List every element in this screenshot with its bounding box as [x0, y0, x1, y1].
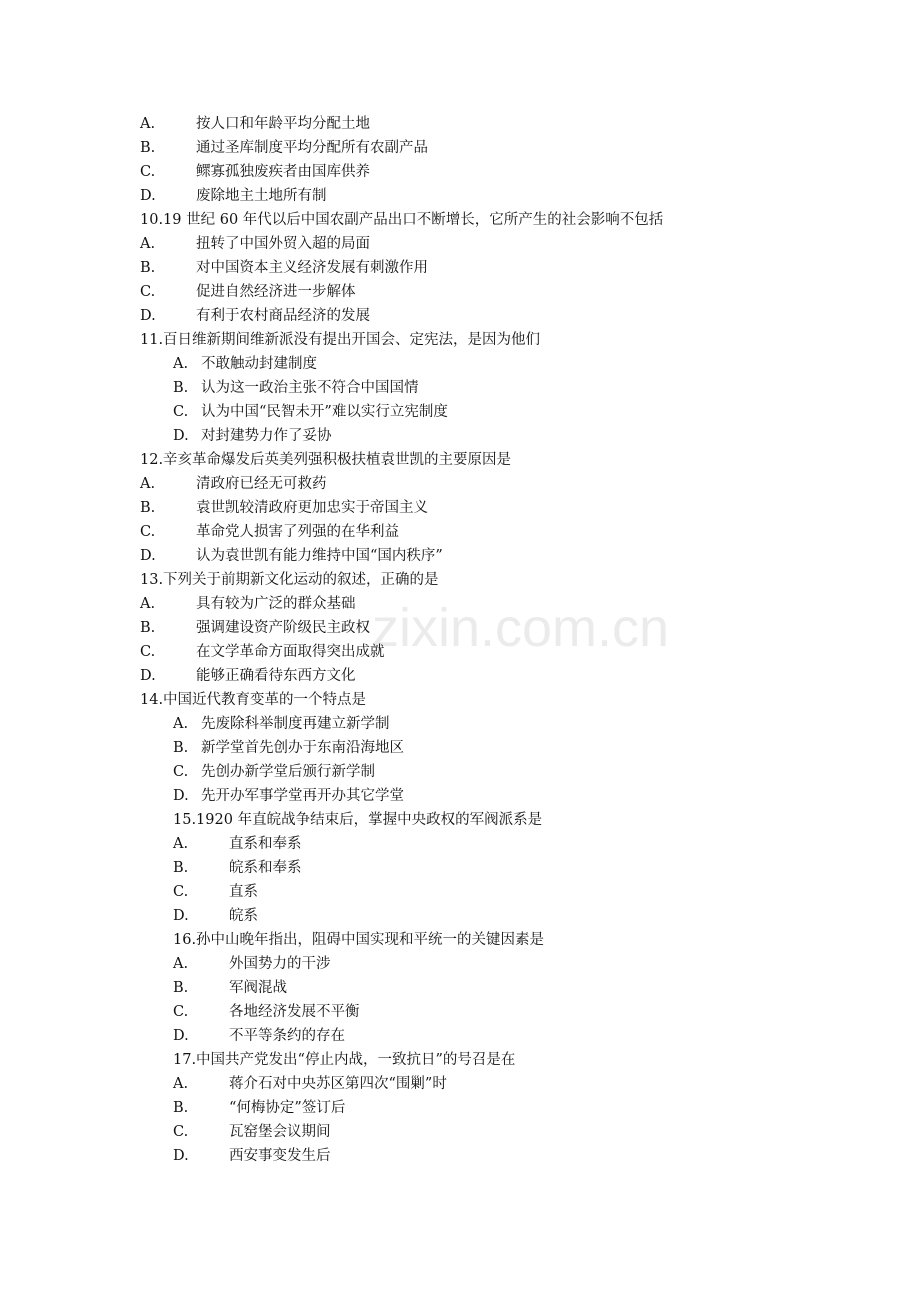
option-16-c: [173, 1000, 360, 1024]
option-label: B.: [140, 500, 156, 516]
watermark: zixin.com.cn: [372, 598, 670, 658]
option-15-c: [173, 880, 258, 904]
option-16-a: [173, 952, 331, 976]
option-label: A.: [140, 116, 156, 132]
option-text: 西安事变发生后: [229, 1148, 331, 1164]
option-17-c: [173, 1120, 331, 1144]
option-text: 认为袁世凯有能力维持中国“国内秩序”: [196, 548, 443, 564]
question-15-stem: 15.1920 年直皖战争结束后，掌握中央政权的军阀派系是: [173, 812, 543, 828]
option-label: A.: [173, 1076, 189, 1092]
option-16-d: [173, 1024, 345, 1048]
option-text: 先开办军事学堂再开办其它学堂: [201, 788, 404, 804]
option-10-a: [140, 232, 370, 256]
option-label: D.: [173, 788, 189, 804]
option-label: A.: [173, 956, 189, 972]
option-12-b: [140, 496, 428, 520]
option-10-d: [140, 304, 370, 328]
option-text: 各地经济发展不平衡: [229, 1004, 360, 1020]
option-label: B.: [140, 140, 156, 156]
option-label: B.: [140, 620, 156, 636]
option-text: 有利于农村商品经济的发展: [196, 308, 370, 324]
option-text: 通过圣库制度平均分配所有农副产品: [196, 140, 428, 156]
option-9-b: [140, 136, 428, 160]
option-label: B.: [173, 860, 189, 876]
question-17-stem: 17.中国共产党发出“停止内战，一致抗日”的号召是在: [173, 1052, 516, 1068]
option-9-d: [140, 184, 327, 208]
option-text: 强调建设资产阶级民主政权: [196, 620, 370, 636]
option-11-d: [173, 424, 332, 448]
option-text: 直系和奉系: [229, 836, 302, 852]
option-label: D.: [140, 548, 156, 564]
option-label: A.: [140, 236, 156, 252]
option-label: C.: [173, 884, 189, 900]
option-label: D.: [173, 1028, 189, 1044]
option-text: 先废除科举制度再建立新学制: [201, 716, 390, 732]
option-label: B.: [173, 380, 189, 396]
question-12-stem: 12.辛亥革命爆发后英美列强积极扶植袁世凯的主要原因是: [140, 452, 512, 468]
option-label: B.: [173, 740, 189, 756]
option-9-a: [140, 112, 370, 136]
option-14-b: [173, 736, 404, 760]
option-13-c: [140, 640, 385, 664]
option-13-d: [140, 664, 356, 688]
option-text: 瓦窑堡会议期间: [229, 1124, 331, 1140]
question-13-stem: 13.下列关于前期新文化运动的叙述，正确的是: [140, 572, 439, 588]
option-label: C.: [140, 164, 156, 180]
option-13-b: [140, 616, 370, 640]
option-10-b: [140, 256, 428, 280]
option-text: 按人口和年龄平均分配土地: [196, 116, 370, 132]
question-10-stem: 10.19 世纪 60 年代以后中国农副产品出口不断增长，它所产生的社会影响不包括: [140, 212, 664, 228]
option-text: 新学堂首先创办于东南沿海地区: [201, 740, 404, 756]
question-16-stem: 16.孙中山晚年指出，阻碍中国实现和平统一的关键因素是: [173, 932, 545, 948]
option-label: B.: [173, 1100, 189, 1116]
option-14-a: [173, 712, 390, 736]
option-text: 废除地主土地所有制: [196, 188, 327, 204]
option-label: A.: [140, 596, 156, 612]
option-text: 认为这一政治主张不符合中国国情: [201, 380, 419, 396]
option-text: 鳏寡孤独废疾者由国库供养: [196, 164, 370, 180]
option-13-a: [140, 592, 356, 616]
option-label: D.: [140, 308, 156, 324]
option-label: D.: [140, 668, 156, 684]
option-text: 袁世凯较清政府更加忠实于帝国主义: [196, 500, 428, 516]
option-text: 对封建势力作了妥协: [201, 428, 332, 444]
option-14-d: [173, 784, 404, 808]
option-15-a: [173, 832, 302, 856]
option-text: 具有较为广泛的群众基础: [196, 596, 356, 612]
option-label: B.: [140, 260, 156, 276]
option-text: 外国势力的干涉: [229, 956, 331, 972]
option-label: D.: [173, 1148, 189, 1164]
option-label: C.: [140, 284, 156, 300]
option-11-a: [173, 352, 317, 376]
option-text: 能够正确看待东西方文化: [196, 668, 356, 684]
option-text: 不平等条约的存在: [229, 1028, 345, 1044]
question-11-stem: 11.百日维新期间维新派没有提出开国会、定宪法，是因为他们: [140, 332, 541, 348]
option-label: C.: [140, 644, 156, 660]
option-text: “何梅协定”签订后: [229, 1100, 346, 1116]
option-label: D.: [173, 908, 189, 924]
option-text: 扭转了中国外贸入超的局面: [196, 236, 370, 252]
option-16-b: [173, 976, 287, 1000]
option-9-c: [140, 160, 370, 184]
option-text: 军阀混战: [229, 980, 287, 996]
option-label: D.: [140, 188, 156, 204]
option-10-c: [140, 280, 356, 304]
option-label: A.: [173, 716, 189, 732]
option-11-c: [173, 400, 448, 424]
option-15-d: [173, 904, 258, 928]
option-11-b: [173, 376, 419, 400]
option-14-c: [173, 760, 375, 784]
option-label: A.: [173, 356, 189, 372]
option-text: 革命党人损害了列强的在华利益: [196, 524, 399, 540]
option-label: D.: [173, 428, 189, 444]
option-text: 直系: [229, 884, 258, 900]
option-12-a: [140, 472, 327, 496]
option-label: B.: [173, 980, 189, 996]
option-label: A.: [140, 476, 156, 492]
option-15-b: [173, 856, 302, 880]
option-12-c: [140, 520, 399, 544]
option-text: 皖系和奉系: [229, 860, 302, 876]
option-text: 皖系: [229, 908, 258, 924]
option-label: C.: [173, 764, 189, 780]
option-text: 蒋介石对中央苏区第四次“围剿”时: [229, 1076, 447, 1092]
option-label: C.: [173, 1124, 189, 1140]
option-label: A.: [173, 836, 189, 852]
option-text: 在文学革命方面取得突出成就: [196, 644, 385, 660]
option-text: 先创办新学堂后颁行新学制: [201, 764, 375, 780]
option-text: 认为中国“民智未开”难以实行立宪制度: [201, 404, 448, 420]
option-label: C.: [173, 1004, 189, 1020]
option-text: 不敢触动封建制度: [201, 356, 317, 372]
question-14-stem: 14.中国近代教育变革的一个特点是: [140, 692, 367, 708]
option-17-d: [173, 1144, 331, 1168]
option-17-a: [173, 1072, 447, 1096]
option-text: 清政府已经无可救药: [196, 476, 327, 492]
option-17-b: [173, 1096, 345, 1120]
option-label: C.: [173, 404, 189, 420]
option-text: 对中国资本主义经济发展有刺激作用: [196, 260, 428, 276]
option-label: C.: [140, 524, 156, 540]
option-text: 促进自然经济进一步解体: [196, 284, 356, 300]
option-12-d: [140, 544, 443, 568]
